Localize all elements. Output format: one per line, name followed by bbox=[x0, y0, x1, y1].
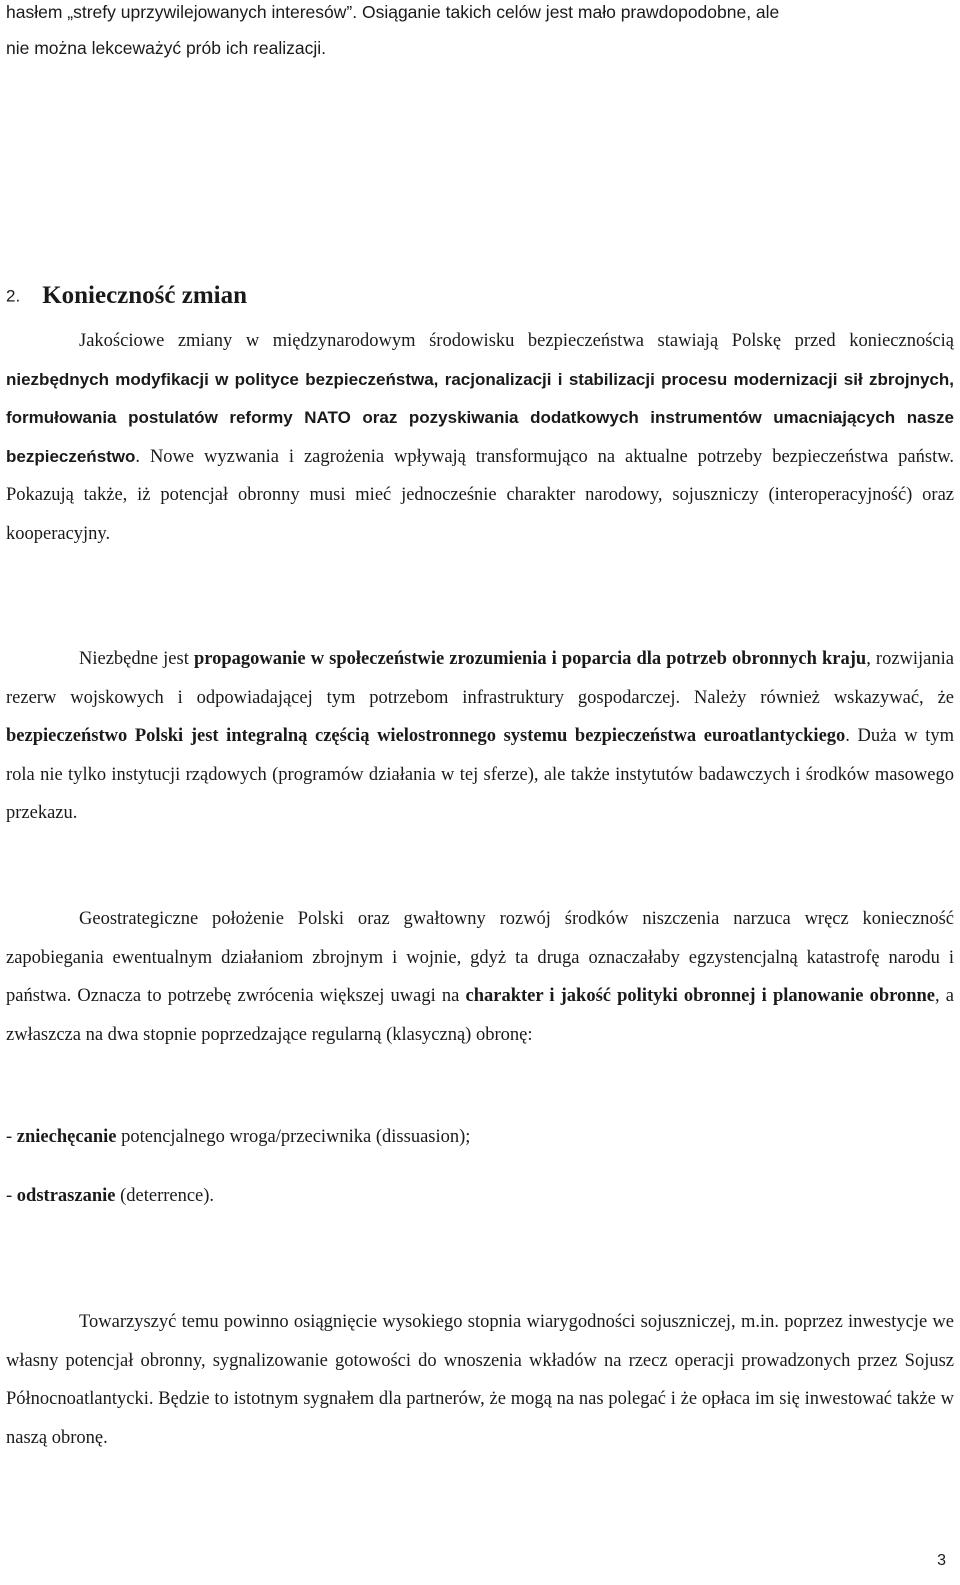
p1-text-1: Jakościowe zmiany w międzynarodowym środowisku bezpieczeństwa stawiają Polskę przed koniecznością bbox=[79, 331, 954, 351]
paragraph-4 bbox=[6, 1303, 954, 1457]
list-bold-1: zniechęcanie bbox=[16, 1127, 117, 1147]
p3-bold-1: charakter i jakość polityki obronnej i planowanie obronne bbox=[465, 986, 936, 1006]
list-item-2 bbox=[6, 1186, 214, 1207]
section-title: Konieczność zmian bbox=[42, 282, 248, 310]
p1-bold-1: niezbędnych modyfikacji w polityce bezpieczeństwa, racjonalizacji i stabilizacji procesu modernizacji sił zbrojnych, formułowania postulatów reformy NATO oraz pozyskiwania dodatkowych instrumentów umacniających nasze bezpieczeństwo bbox=[6, 369, 954, 466]
paragraph-2 bbox=[6, 640, 954, 833]
paragraph-1 bbox=[6, 322, 954, 553]
list-item-1 bbox=[6, 1127, 470, 1148]
p1-text-2: . Nowe wyzwania i zagrożenia wpływają transformująco na aktualne potrzeby bezpieczeństwa państw. Pokazują także, iż potencjał obronny musi mieć jednocześnie charakter narodowy, sojuszniczy (interoperacyjność) oraz kooperacyjny. bbox=[6, 446, 954, 544]
p3-text-1: Geostrategiczne położenie Polski oraz gwałtowny rozwój środków niszczenia narzuca wręcz konieczność zapobiegania ewentualnym działaniom zbrojnym i wojnie, gdyż ta druga oznaczałaby egzystencjalną katastrofę narodu i państwa. Oznacza to potrzebę zwrócenia większej uwagi na bbox=[6, 909, 954, 1006]
p2-text-2: , rozwijania rezerw wojskowych i odpowiadającej tym potrzebom infrastruktury gospodarczej. Należy również wskazywać, że bbox=[6, 649, 954, 708]
list-rest-2: (deterrence). bbox=[115, 1186, 215, 1206]
intro-line-2: nie można lekceważyć prób ich realizacji. bbox=[6, 38, 326, 58]
p3-text-2: , a zwłaszcza na dwa stopnie poprzedzające regularną (klasyczną) obronę: bbox=[6, 986, 955, 1045]
section-number: 2. bbox=[6, 286, 21, 306]
p4-text-1: Towarzyszyć temu powinno osiągnięcie wysokiego stopnia wiarygodności sojuszniczej, m.in. poprzez inwestycje we własny potencjał obronny, sygnalizowanie gotowości do wnoszenia wkładów na rzecz operacji prowadzonych przez Sojusz Północnoatlantycki. Będzie to istotnym sygnałem dla partnerów, że mogą na nas polegać i że opłaca im się inwestować także w naszą obronę. bbox=[6, 1312, 954, 1448]
section-heading bbox=[6, 282, 247, 310]
intro-paragraph bbox=[6, 0, 954, 66]
list-rest-1: potencjalnego wroga/przeciwnika (dissuasion); bbox=[116, 1127, 471, 1147]
p2-bold-2: bezpieczeństwo Polski jest integralną częścią wielostronnego systemu bezpieczeństwa euroatlantyckiego bbox=[6, 726, 846, 746]
list-dash-1: - bbox=[6, 1127, 17, 1147]
list-bold-2: odstraszanie bbox=[16, 1186, 116, 1206]
intro-line-1: hasłem „strefy uprzywilejowanych interesów”. Osiąganie takich celów jest mało prawdopodobne, ale bbox=[6, 2, 780, 22]
list-dash-2: - bbox=[6, 1186, 17, 1206]
p2-bold-1: propagowanie w społeczeństwie zrozumienia i poparcia dla potrzeb obronnych kraju bbox=[193, 649, 867, 669]
p2-text-3: . Duża w tym rola nie tylko instytucji rządowych (programów działania w tej sferze), ale także instytutów badawczych i środków masowego przekazu. bbox=[6, 726, 954, 823]
page-number: 3 bbox=[937, 1552, 946, 1569]
p2-text-1: Niezbędne jest bbox=[79, 649, 194, 669]
paragraph-3 bbox=[6, 900, 954, 1054]
